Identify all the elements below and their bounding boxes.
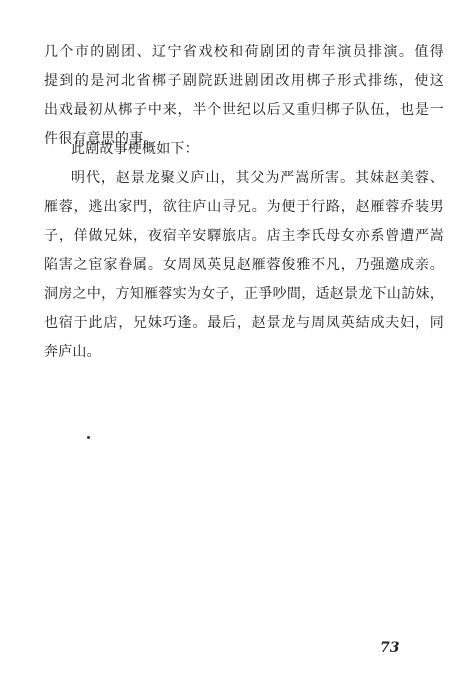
text-line: 陷害之宦家眷属。女周凤英見赵雁蓉俊雅不凡，乃强邀成亲。 [44,257,444,273]
text-line: 子，佯做兄妹，夜宿辛安驛旅店。店主李氏母女亦系曾遭严嵩 [44,228,444,244]
text-line: 洞房之中，方知雁蓉实为女子，正爭吵間，适赵景龙下山訪妹， [44,286,444,302]
page-number: 73 [380,640,400,656]
text-line: 几个市的剧团、辽宁省戏校和荷剧团的青年演员排演。值得 [44,44,444,60]
text-line: 件很有意思的事。 [44,131,158,147]
text-line: 雁蓉，逃出家門，欲往庐山寻兄。为便于行路，赵雁蓉乔装男 [44,199,444,215]
paragraph-3 [44,164,444,367]
ink-speck [87,436,90,439]
text-line: 也宿于此店，兄妹巧逢。最后，赵景龙与周凤英結成夫妇，同 [44,315,444,331]
paragraph-2 [44,135,444,164]
text-line: 提到的是河北省梆子剧院跃进剧团改用梆子形式排练，使这 [44,73,444,89]
text-line: 奔庐山。 [44,344,101,360]
text-line: 此剧故事梗概如下： [71,141,199,157]
text-line: 明代，赵景龙聚义庐山，其父为严嵩所害。其妹赵美蓉、 [71,170,444,186]
text-line: 出戏最初从梆子中来，半个世纪以后又重归梆子队伍，也是一 [44,102,444,118]
